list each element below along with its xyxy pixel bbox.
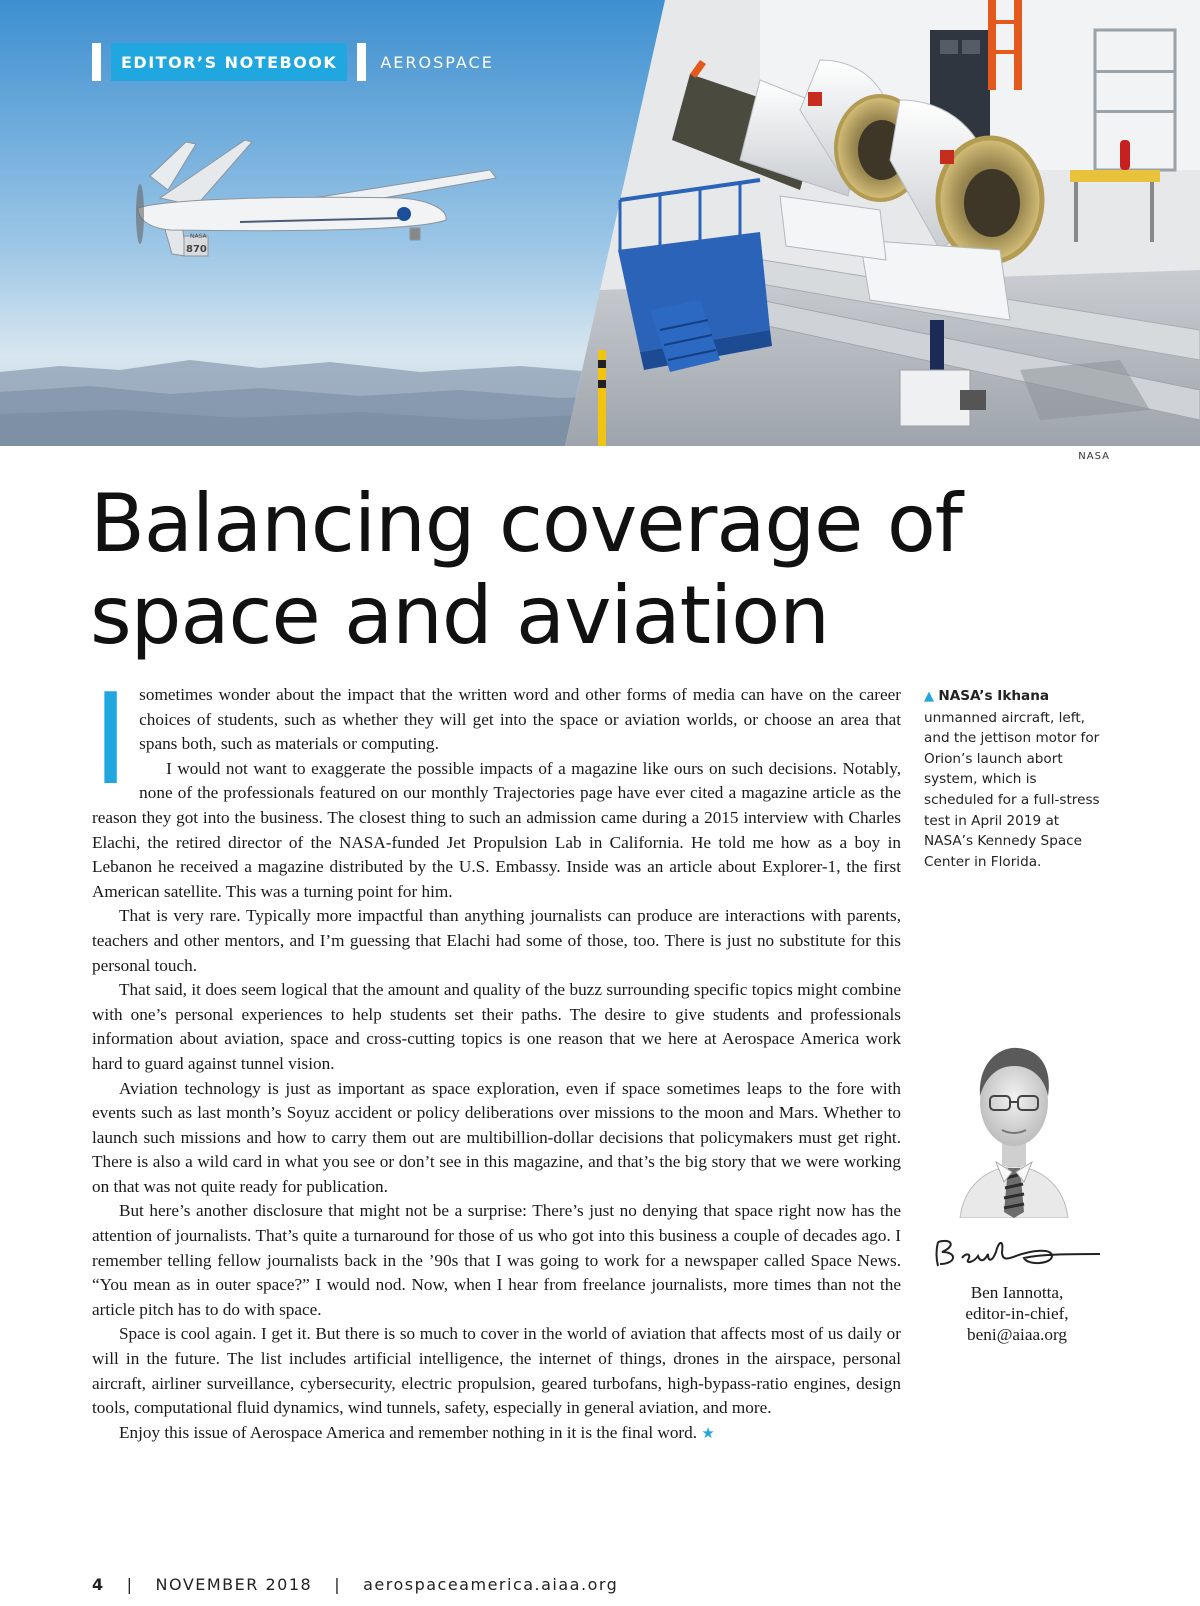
drop-cap: I [92,666,130,813]
photo-caption [924,686,1110,872]
author-email[interactable]: beni@aiaa.org [967,1325,1067,1344]
author-signoff [924,1282,1110,1345]
paragraph-text: sometimes wonder about the impact that the written word and other forms of media can have on the career choices of students, such as whether they will get into the space or aviation worlds, or choose an area that spans both, such as materials or computing. [139,685,901,754]
hangar-scene [565,0,1200,446]
author-title: editor-in-chief, [965,1304,1069,1323]
caption-triangle-icon: ▲ [924,689,934,704]
section-tag[interactable]: EDITOR’S NOTEBOOK [111,43,347,81]
article-paragraph: That is very rare. Typically more impactful than anything journalists can produce are interactions with parents, teachers and other mentors, and I’m guessing that Elachi had some of those, too. There is just no substitute for this personal touch. [92,906,901,975]
caption-lead: NASA’s Ikhana [938,688,1050,704]
article-paragraph [92,666,901,813]
issue-date: NOVEMBER 2018 [155,1575,313,1594]
article-paragraph [92,1421,901,1447]
page-footer [92,1575,618,1594]
hero-photo [0,0,1200,446]
tail-number: 870 [186,244,207,255]
caption-text: unmanned aircraft, left, and the jettison motor for Orion’s launch abort system, which is scheduled for a full-stress test in April 2019 at NASA’s Kennedy Space Center in Florida. [924,709,1100,870]
article-paragraph: That said, it does seem logical that the amount and quality of the buzz surrounding specific topics might combine with one’s personal experiences to help students set their paths. The desire to give students and professionals information about aviation, space and cross-cutting topics is one reason that we here at Aerospace America work hard to guard against tunnel vision. [92,980,901,1073]
section-header [92,43,494,81]
author-portrait [956,1036,1072,1218]
header-bar-marker [92,43,101,81]
headline-line-2: space and aviation [90,569,829,662]
headline-line-1: Balancing coverage of [90,477,962,570]
page-number: 4 [92,1575,105,1594]
tail-marking: NASA [190,233,207,240]
article-paragraph: Aviation technology is just as important as space exploration, even if space sometimes leaps to the fore with events such as last month’s Soyuz accident or policy deliberations over missions to the moon and Mars. Whether to launch such missions and how to carry them out are multibillion-dollar decisions that policymakers must get right. There is also a wild card in what you see or don’t see in this magazine, and that’s the big story that we were working on that was not quite ready for publication. [92,1078,901,1196]
footer-separator: | [334,1575,342,1594]
article-paragraph: But here’s another disclosure that might not be a surprise: There’s just no denying that space right now has the attention of journalists. That’s quite a turnaround for those of us who got into this business a couple of decades ago. I remember telling fellow journalists back in the ’90s that I was going to work for a newspaper called Space News. “You mean as in outer space?” I would nod. Now, when I hear from freelance journalists, more times than not the article pitch has to do with space. [92,1201,901,1319]
author-signature [932,1232,1102,1272]
article-paragraph: I would not want to exaggerate the possible impacts of a magazine like ours on such decisions. Notably, none of the professionals featured on our monthly Trajectories page have ever cited a magazine article as the reason they got into the business. The closest thing to such an admission came during a 2015 interview with Charles Elachi, the retired director of the NASA-funded Jet Propulsion Lab in California. He told me how as a boy in Lebanon he received a magazine distributed by the U.S. Embassy. Inside was an article about Explorer-1, the first American satellite. This was a turning point for him. [92,758,901,901]
category-label[interactable]: AEROSPACE [380,52,494,72]
author-name: Ben Iannotta, [970,1283,1064,1302]
header-bar-marker [357,43,366,81]
paragraph-text: Enjoy this issue of Aerospace America and remember nothing in it is the final word. [119,1422,698,1442]
article-headline [90,478,990,662]
footer-separator: | [126,1575,134,1594]
website-link[interactable]: aerospaceamerica.aiaa.org [363,1575,619,1594]
article-body [92,666,901,1446]
photo-credit: NASA [1078,451,1110,462]
end-star-icon: ★ [701,1425,715,1442]
article-paragraph: Space is cool again. I get it. But there is so much to cover in the world of aviation that affects most of us daily or will in the future. The list includes artificial intelligence, the internet of things, drones in the airspace, personal aircraft, airliner surveillance, cybersecurity, electric propulsion, geared turbofans, high-bypass-ratio engines, design tools, computational fluid dynamics, wind tunnels, safety, especially in general aviation, and more. [92,1324,901,1418]
